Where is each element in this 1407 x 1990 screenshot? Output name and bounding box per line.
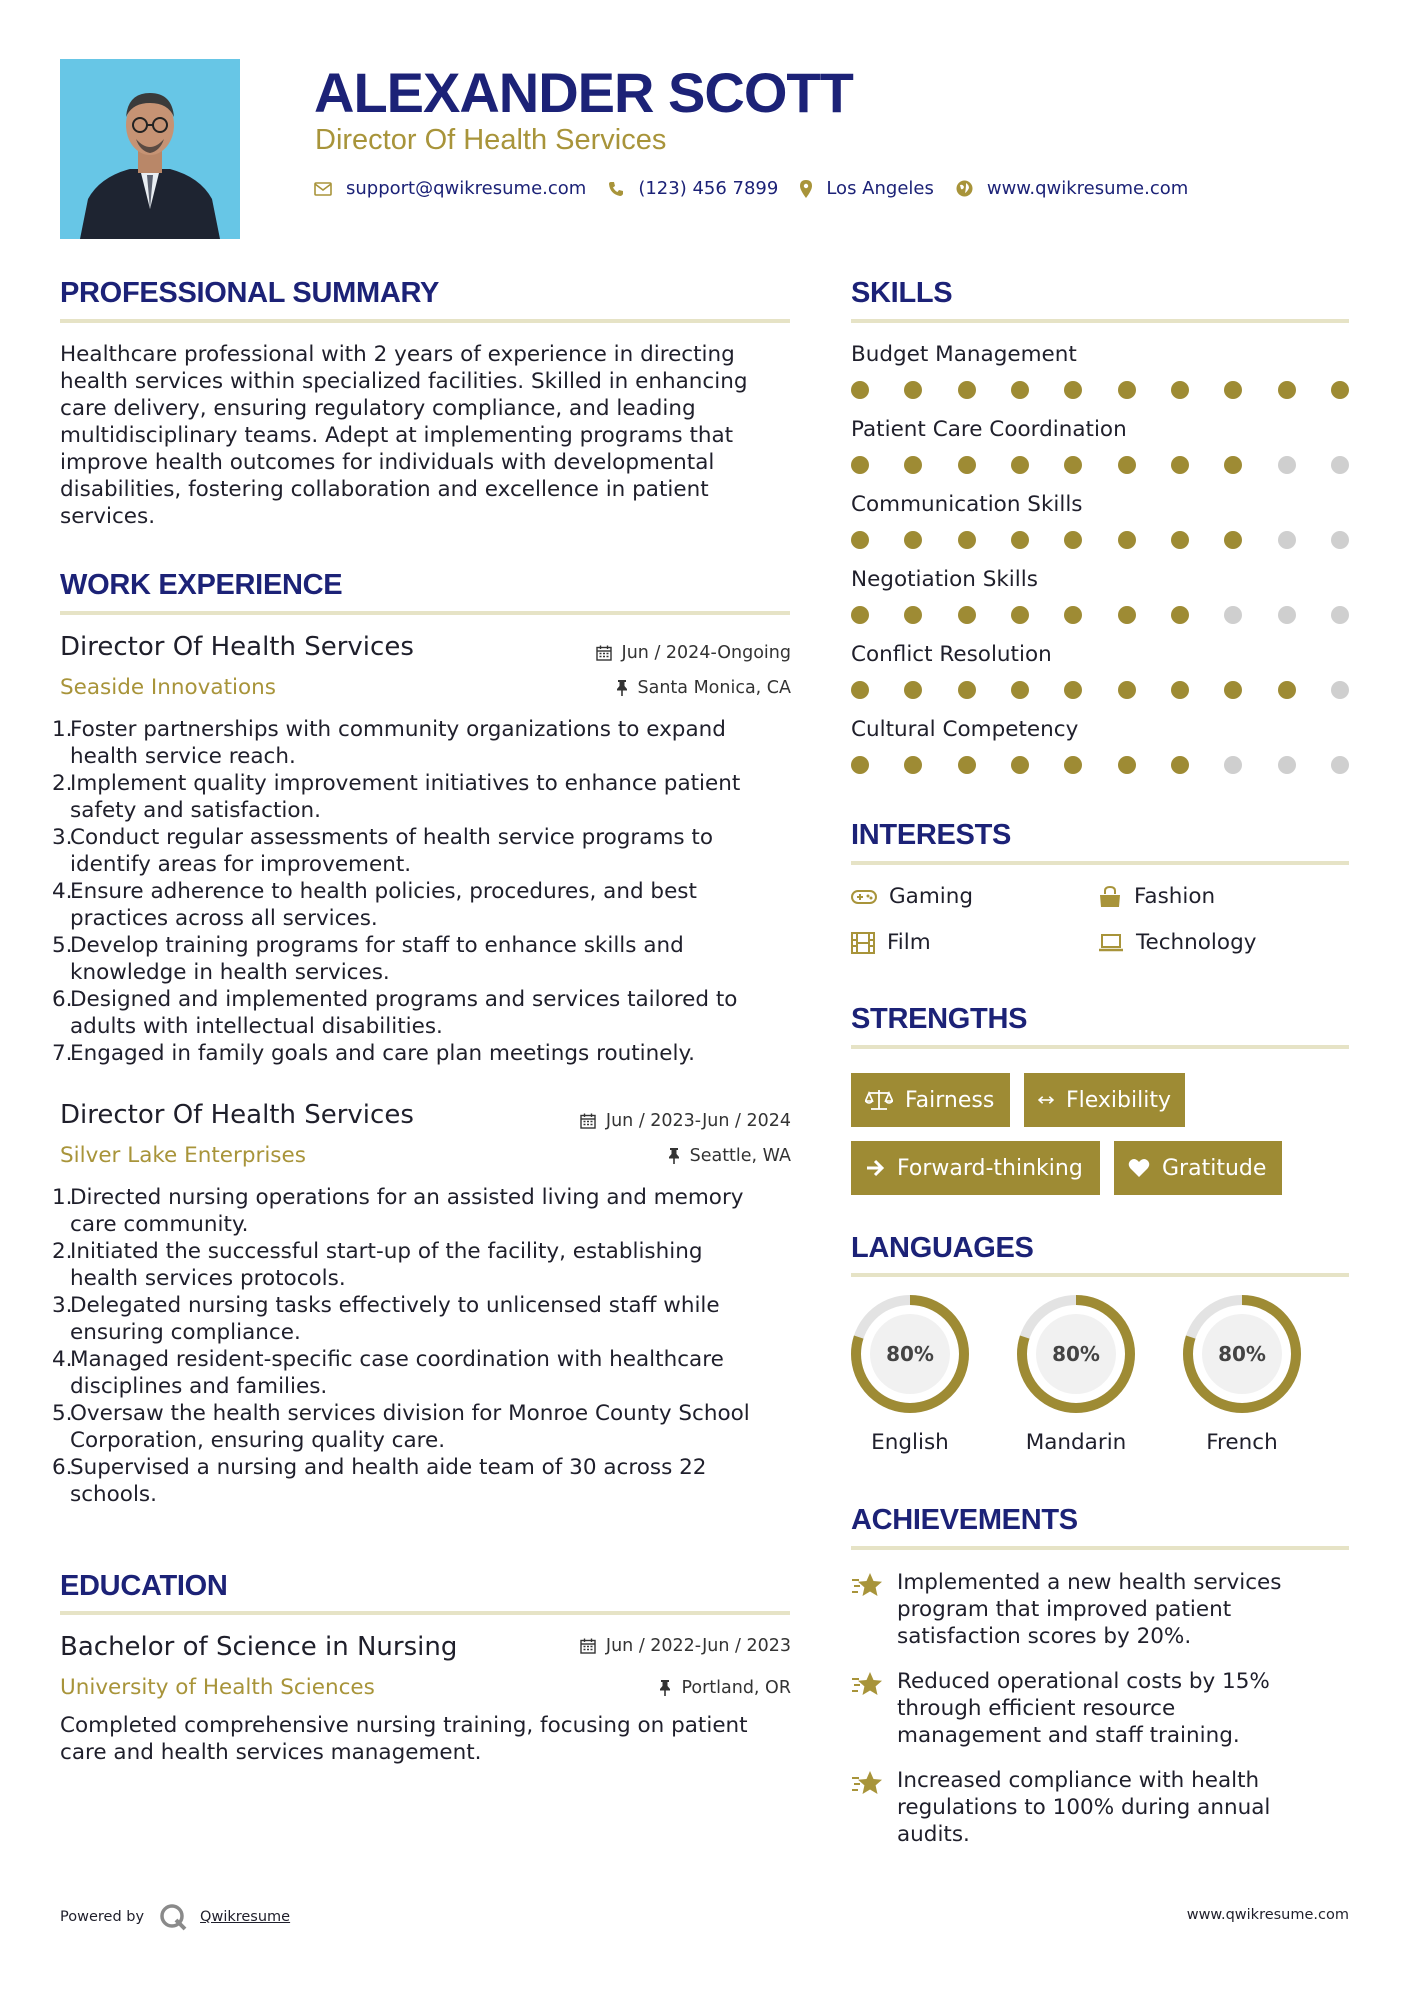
pushpin-icon bbox=[616, 680, 628, 696]
summary-line: Healthcare professional with 2 years of experience in directing bbox=[60, 342, 735, 367]
language-ring bbox=[1181, 1293, 1303, 1415]
person-portrait-icon bbox=[60, 59, 240, 239]
rating-dot-filled bbox=[851, 456, 869, 474]
responsibility-item bbox=[52, 932, 802, 986]
item-number: 1. bbox=[52, 1185, 73, 1210]
rating-dot-filled bbox=[1171, 381, 1189, 399]
item-text-line: Oversaw the health services division for Monroe County School bbox=[70, 1401, 750, 1426]
rating-dot-filled bbox=[1011, 456, 1029, 474]
job-location bbox=[668, 1146, 791, 1166]
strength-tag bbox=[1114, 1141, 1282, 1195]
scale-icon bbox=[865, 1088, 893, 1112]
responsibility-item bbox=[52, 770, 802, 824]
rating-dot-empty bbox=[1331, 606, 1349, 624]
skill-name: Negotiation Skills bbox=[851, 567, 1038, 592]
experience-heading: WORK EXPERIENCE bbox=[60, 569, 343, 601]
school-name: University of Health Sciences bbox=[60, 1675, 375, 1700]
summary-heading: PROFESSIONAL SUMMARY bbox=[60, 277, 440, 309]
skill-rating bbox=[851, 531, 1349, 549]
item-number: 2. bbox=[52, 1239, 73, 1264]
rating-dot-filled bbox=[904, 606, 922, 624]
education-location bbox=[659, 1678, 791, 1698]
item-text-line: adults with intellectual disabilities. bbox=[70, 1014, 443, 1039]
rating-dot-filled bbox=[904, 531, 922, 549]
achievement-text-line: program that improved patient bbox=[897, 1597, 1232, 1622]
item-text-line: Conduct regular assessments of health service programs to bbox=[70, 825, 714, 850]
item-number: 2. bbox=[52, 771, 73, 796]
contact-email[interactable] bbox=[314, 178, 586, 199]
item-text bbox=[70, 1184, 744, 1238]
calendar-icon bbox=[596, 645, 612, 661]
skill-rating bbox=[851, 606, 1349, 624]
contact-bar bbox=[314, 178, 1210, 199]
job-dates-text: Jun / 2024-Ongoing bbox=[621, 643, 791, 663]
item-text bbox=[70, 1040, 695, 1067]
language-meter bbox=[1181, 1293, 1303, 1419]
rating-dot-filled bbox=[958, 531, 976, 549]
language-percent: 80% bbox=[886, 1342, 934, 1366]
achievements-divider bbox=[851, 1546, 1349, 1550]
rating-dot-filled bbox=[1011, 756, 1029, 774]
skill-name: Budget Management bbox=[851, 342, 1077, 367]
education-location-text: Portland, OR bbox=[681, 1678, 791, 1698]
item-text bbox=[70, 1346, 724, 1400]
strengths-heading: STRENGTHS bbox=[851, 1003, 1028, 1035]
languages-heading: LANGUAGES bbox=[851, 1232, 1034, 1264]
rating-dot-empty bbox=[1278, 531, 1296, 549]
item-text bbox=[70, 716, 726, 770]
interest-item bbox=[851, 884, 973, 909]
calendar-icon bbox=[580, 1113, 596, 1129]
item-text-line: care community. bbox=[70, 1212, 249, 1237]
achievement-item bbox=[851, 1767, 1351, 1848]
achievement-text-line: through efficient resource bbox=[897, 1696, 1176, 1721]
rating-dot-filled bbox=[904, 381, 922, 399]
responsibility-item bbox=[52, 1400, 802, 1454]
film-icon bbox=[851, 932, 875, 954]
item-text bbox=[70, 824, 713, 878]
profile-photo bbox=[60, 59, 240, 239]
strength-tag bbox=[1024, 1073, 1185, 1127]
language-meter bbox=[849, 1293, 971, 1419]
achievement-text-line: regulations to 100% during annual bbox=[897, 1795, 1271, 1820]
skill-name: Patient Care Coordination bbox=[851, 417, 1127, 442]
interest-label: Gaming bbox=[889, 884, 974, 909]
rating-dot-filled bbox=[1171, 756, 1189, 774]
summary-line: care delivery, ensuring regulatory compliance, and leading bbox=[60, 396, 696, 421]
rating-dot-filled bbox=[851, 381, 869, 399]
phone-icon bbox=[608, 181, 624, 197]
experience-divider bbox=[60, 611, 790, 615]
rating-dot-filled bbox=[1011, 531, 1029, 549]
achievement-text-line: management and staff training. bbox=[897, 1723, 1240, 1748]
item-number: 4. bbox=[52, 1347, 73, 1372]
interest-item bbox=[1098, 884, 1215, 909]
arrows-h-icon bbox=[1038, 1093, 1054, 1107]
item-number: 6. bbox=[52, 1455, 73, 1480]
summary-divider bbox=[60, 319, 790, 323]
interest-item bbox=[851, 930, 931, 955]
job-dates-text: Jun / 2023-Jun / 2024 bbox=[605, 1111, 791, 1131]
item-number: 5. bbox=[52, 933, 73, 958]
star-icon bbox=[851, 1769, 885, 1799]
job-title: Director Of Health Services bbox=[60, 1100, 414, 1130]
item-text bbox=[70, 932, 684, 986]
rating-dot-filled bbox=[904, 456, 922, 474]
rating-dot-filled bbox=[1064, 531, 1082, 549]
footer-website[interactable]: www.qwikresume.com bbox=[1186, 1907, 1349, 1923]
rating-dot-filled bbox=[958, 606, 976, 624]
responsibility-item bbox=[52, 878, 802, 932]
rating-dot-filled bbox=[1118, 756, 1136, 774]
item-text-line: Delegated nursing tasks effectively to unlicensed staff while bbox=[70, 1293, 720, 1318]
rating-dot-filled bbox=[851, 531, 869, 549]
rating-dot-filled bbox=[958, 756, 976, 774]
rating-dot-filled bbox=[904, 756, 922, 774]
job-responsibilities-list bbox=[52, 716, 802, 1067]
item-number: 7. bbox=[52, 1041, 73, 1066]
education-description bbox=[60, 1712, 810, 1766]
strengths-divider bbox=[851, 1045, 1349, 1049]
bag-icon bbox=[1098, 886, 1122, 908]
rating-dot-filled bbox=[1011, 606, 1029, 624]
item-number: 5. bbox=[52, 1401, 73, 1426]
item-text-line: Engaged in family goals and care plan meetings routinely. bbox=[70, 1041, 695, 1066]
rating-dot-filled bbox=[1011, 381, 1029, 399]
contact-phone[interactable] bbox=[608, 178, 778, 199]
language-name: English bbox=[871, 1430, 949, 1455]
item-text-line: identify areas for improvement. bbox=[70, 852, 412, 877]
item-text-line: Foster partnerships with community organizations to expand bbox=[70, 717, 726, 742]
achievement-item bbox=[851, 1569, 1351, 1650]
item-text bbox=[70, 1454, 707, 1508]
responsibility-item bbox=[52, 1292, 802, 1346]
item-text-line: Corporation, ensuring quality care. bbox=[70, 1428, 446, 1453]
contact-location bbox=[800, 178, 934, 199]
rating-dot-filled bbox=[1171, 681, 1189, 699]
rating-dot-filled bbox=[1224, 456, 1242, 474]
skill-name: Communication Skills bbox=[851, 492, 1083, 517]
language-ring bbox=[849, 1293, 971, 1415]
rating-dot-filled bbox=[1118, 606, 1136, 624]
strength-label: Forward-thinking bbox=[897, 1155, 1083, 1181]
language-ring bbox=[1015, 1293, 1137, 1415]
strength-label: Gratitude bbox=[1162, 1155, 1267, 1181]
laptop-icon bbox=[1098, 933, 1124, 953]
rating-dot-filled bbox=[1118, 681, 1136, 699]
skill-rating bbox=[851, 756, 1349, 774]
rating-dot-filled bbox=[1064, 756, 1082, 774]
rating-dot-empty bbox=[1278, 456, 1296, 474]
heart-icon bbox=[1128, 1158, 1150, 1178]
email-text: support@qwikresume.com bbox=[346, 178, 587, 199]
responsibility-item bbox=[52, 1454, 802, 1508]
achievement-text-line: Implemented a new health services bbox=[897, 1570, 1282, 1595]
achievements-heading: ACHIEVEMENTS bbox=[851, 1504, 1078, 1536]
gamepad-icon bbox=[851, 889, 877, 905]
education-divider bbox=[60, 1611, 790, 1615]
job-location-text: Seattle, WA bbox=[689, 1146, 791, 1166]
summary-text bbox=[60, 341, 800, 530]
education-heading: EDUCATION bbox=[60, 1570, 228, 1602]
qwikresume-link[interactable]: Qwikresume bbox=[200, 1909, 291, 1925]
interests-heading: INTERESTS bbox=[851, 819, 1012, 851]
skills-divider bbox=[851, 319, 1349, 323]
qwikresume-logo-icon bbox=[158, 1902, 188, 1932]
job-dates bbox=[596, 643, 791, 663]
interest-item bbox=[1098, 930, 1256, 955]
item-text-line: Supervised a nursing and health aide team of 30 across 22 bbox=[70, 1455, 707, 1480]
item-text bbox=[70, 986, 737, 1040]
achievement-text-line: Increased compliance with health bbox=[897, 1768, 1260, 1793]
strength-label: Flexibility bbox=[1066, 1087, 1171, 1113]
globe-icon bbox=[956, 180, 973, 197]
item-text-line: disciplines and families. bbox=[70, 1374, 328, 1399]
responsibility-item bbox=[52, 986, 802, 1040]
skill-name: Cultural Competency bbox=[851, 717, 1079, 742]
rating-dot-filled bbox=[1331, 381, 1349, 399]
rating-dot-filled bbox=[1278, 381, 1296, 399]
job-company: Silver Lake Enterprises bbox=[60, 1143, 306, 1168]
achievement-text bbox=[897, 1569, 1281, 1650]
rating-dot-filled bbox=[851, 681, 869, 699]
rating-dot-empty bbox=[1331, 756, 1349, 774]
item-text-line: ensuring compliance. bbox=[70, 1320, 301, 1345]
rating-dot-filled bbox=[1224, 381, 1242, 399]
interest-label: Fashion bbox=[1134, 884, 1216, 909]
rating-dot-filled bbox=[958, 456, 976, 474]
item-text-line: Initiated the successful start-up of the facility, establishing bbox=[70, 1239, 703, 1264]
education-description-line: care and health services management. bbox=[60, 1740, 482, 1765]
job-dates bbox=[580, 1111, 791, 1131]
education-dates bbox=[580, 1636, 791, 1656]
achievement-text bbox=[897, 1668, 1270, 1749]
item-text-line: Develop training programs for staff to enhance skills and bbox=[70, 933, 684, 958]
item-text bbox=[70, 1292, 720, 1346]
rating-dot-filled bbox=[958, 381, 976, 399]
language-percent: 80% bbox=[1218, 1342, 1266, 1366]
rating-dot-filled bbox=[1118, 531, 1136, 549]
strength-tag bbox=[851, 1141, 1100, 1195]
skill-name: Conflict Resolution bbox=[851, 642, 1052, 667]
achievement-text-line: audits. bbox=[897, 1822, 970, 1847]
item-number: 3. bbox=[52, 825, 73, 850]
strength-label: Fairness bbox=[905, 1087, 995, 1113]
candidate-name: ALEXANDER SCOTT bbox=[314, 61, 853, 124]
item-text-line: health service reach. bbox=[70, 744, 296, 769]
candidate-title: Director Of Health Services bbox=[315, 124, 667, 156]
language-name: Mandarin bbox=[1025, 1430, 1127, 1455]
summary-line: improve health outcomes for individuals with developmental bbox=[60, 450, 715, 475]
item-number: 6. bbox=[52, 987, 73, 1012]
job-location bbox=[616, 678, 792, 698]
rating-dot-filled bbox=[1064, 456, 1082, 474]
summary-line: health services within specialized facilities. Skilled in enhancing bbox=[60, 369, 748, 394]
item-text-line: knowledge in health services. bbox=[70, 960, 390, 985]
achievement-text-line: satisfaction scores by 20%. bbox=[897, 1624, 1192, 1649]
item-text-line: schools. bbox=[70, 1482, 157, 1507]
calendar-icon bbox=[580, 1638, 596, 1654]
star-icon bbox=[851, 1571, 885, 1601]
rating-dot-filled bbox=[1118, 456, 1136, 474]
summary-line: disabilities, fostering collaboration and excellence in patient bbox=[60, 477, 709, 502]
item-text-line: Directed nursing operations for an assisted living and memory bbox=[70, 1185, 744, 1210]
rating-dot-empty bbox=[1278, 756, 1296, 774]
item-text-line: Designed and implemented programs and services tailored to bbox=[70, 987, 738, 1012]
item-number: 1. bbox=[52, 717, 73, 742]
footer-powered-by bbox=[60, 1902, 290, 1932]
phone-text: (123) 456 7899 bbox=[638, 178, 779, 199]
item-text-line: Ensure adherence to health policies, procedures, and best bbox=[70, 879, 697, 904]
interest-label: Technology bbox=[1136, 930, 1257, 955]
rating-dot-filled bbox=[1171, 456, 1189, 474]
rating-dot-empty bbox=[1278, 606, 1296, 624]
job-title: Director Of Health Services bbox=[60, 632, 414, 662]
job-company: Seaside Innovations bbox=[60, 675, 276, 700]
rating-dot-empty bbox=[1331, 531, 1349, 549]
map-pin-icon bbox=[800, 180, 812, 198]
summary-line: multidisciplinary teams. Adept at implementing programs that bbox=[60, 423, 734, 448]
rating-dot-filled bbox=[1064, 381, 1082, 399]
rating-dot-empty bbox=[1224, 606, 1242, 624]
item-number: 3. bbox=[52, 1293, 73, 1318]
rating-dot-filled bbox=[904, 681, 922, 699]
item-text-line: Managed resident-specific case coordination with healthcare bbox=[70, 1347, 724, 1372]
envelope-icon bbox=[314, 182, 332, 196]
skill-rating bbox=[851, 381, 1349, 399]
item-text bbox=[70, 1238, 703, 1292]
strength-tag bbox=[851, 1073, 1010, 1127]
responsibility-item bbox=[52, 824, 802, 878]
item-text-line: practices across all services. bbox=[70, 906, 378, 931]
item-number: 4. bbox=[52, 879, 73, 904]
responsibility-item bbox=[52, 1238, 802, 1292]
rating-dot-filled bbox=[1118, 381, 1136, 399]
language-meter bbox=[1015, 1293, 1137, 1419]
item-text bbox=[70, 770, 740, 824]
rating-dot-filled bbox=[1278, 681, 1296, 699]
education-description-line: Completed comprehensive nursing training, focusing on patient bbox=[60, 1713, 748, 1738]
website-text: www.qwikresume.com bbox=[986, 178, 1189, 199]
responsibility-item bbox=[52, 716, 802, 770]
skills-heading: SKILLS bbox=[851, 277, 953, 309]
item-text-line: health services protocols. bbox=[70, 1266, 346, 1291]
powered-by-text: Powered by bbox=[60, 1909, 145, 1925]
pushpin-icon bbox=[668, 1148, 680, 1164]
item-text bbox=[70, 878, 697, 932]
rating-dot-filled bbox=[851, 756, 869, 774]
rating-dot-empty bbox=[1331, 456, 1349, 474]
rating-dot-filled bbox=[1011, 681, 1029, 699]
rating-dot-filled bbox=[1224, 681, 1242, 699]
language-name: French bbox=[1206, 1430, 1278, 1455]
rating-dot-filled bbox=[1224, 531, 1242, 549]
item-text-line: safety and satisfaction. bbox=[70, 798, 322, 823]
job-location-text: Santa Monica, CA bbox=[637, 678, 791, 698]
interest-label: Film bbox=[887, 930, 931, 955]
pushpin-icon bbox=[659, 1680, 671, 1696]
rating-dot-filled bbox=[1064, 606, 1082, 624]
rating-dot-filled bbox=[1171, 606, 1189, 624]
achievement-text bbox=[897, 1767, 1270, 1848]
contact-website[interactable] bbox=[956, 178, 1188, 199]
language-percent: 80% bbox=[1052, 1342, 1100, 1366]
job-responsibilities-list bbox=[52, 1184, 802, 1508]
responsibility-item bbox=[52, 1040, 802, 1067]
item-text-line: Implement quality improvement initiatives to enhance patient bbox=[70, 771, 741, 796]
interests-divider bbox=[851, 861, 1349, 865]
degree-title: Bachelor of Science in Nursing bbox=[60, 1632, 458, 1662]
skill-rating bbox=[851, 681, 1349, 699]
rating-dot-filled bbox=[1064, 681, 1082, 699]
achievement-item bbox=[851, 1668, 1351, 1749]
rating-dot-empty bbox=[1224, 756, 1242, 774]
item-text bbox=[70, 1400, 750, 1454]
summary-line: services. bbox=[60, 504, 156, 529]
star-icon bbox=[851, 1670, 885, 1700]
rating-dot-empty bbox=[1331, 681, 1349, 699]
education-dates-text: Jun / 2022-Jun / 2023 bbox=[605, 1636, 791, 1656]
rating-dot-filled bbox=[958, 681, 976, 699]
arrow-right-icon bbox=[865, 1159, 885, 1177]
rating-dot-filled bbox=[1171, 531, 1189, 549]
skill-rating bbox=[851, 456, 1349, 474]
responsibility-item bbox=[52, 1346, 802, 1400]
responsibility-item bbox=[52, 1184, 802, 1238]
rating-dot-filled bbox=[851, 606, 869, 624]
achievement-text-line: Reduced operational costs by 15% bbox=[897, 1669, 1270, 1694]
location-text: Los Angeles bbox=[826, 178, 934, 199]
languages-divider bbox=[851, 1273, 1349, 1277]
